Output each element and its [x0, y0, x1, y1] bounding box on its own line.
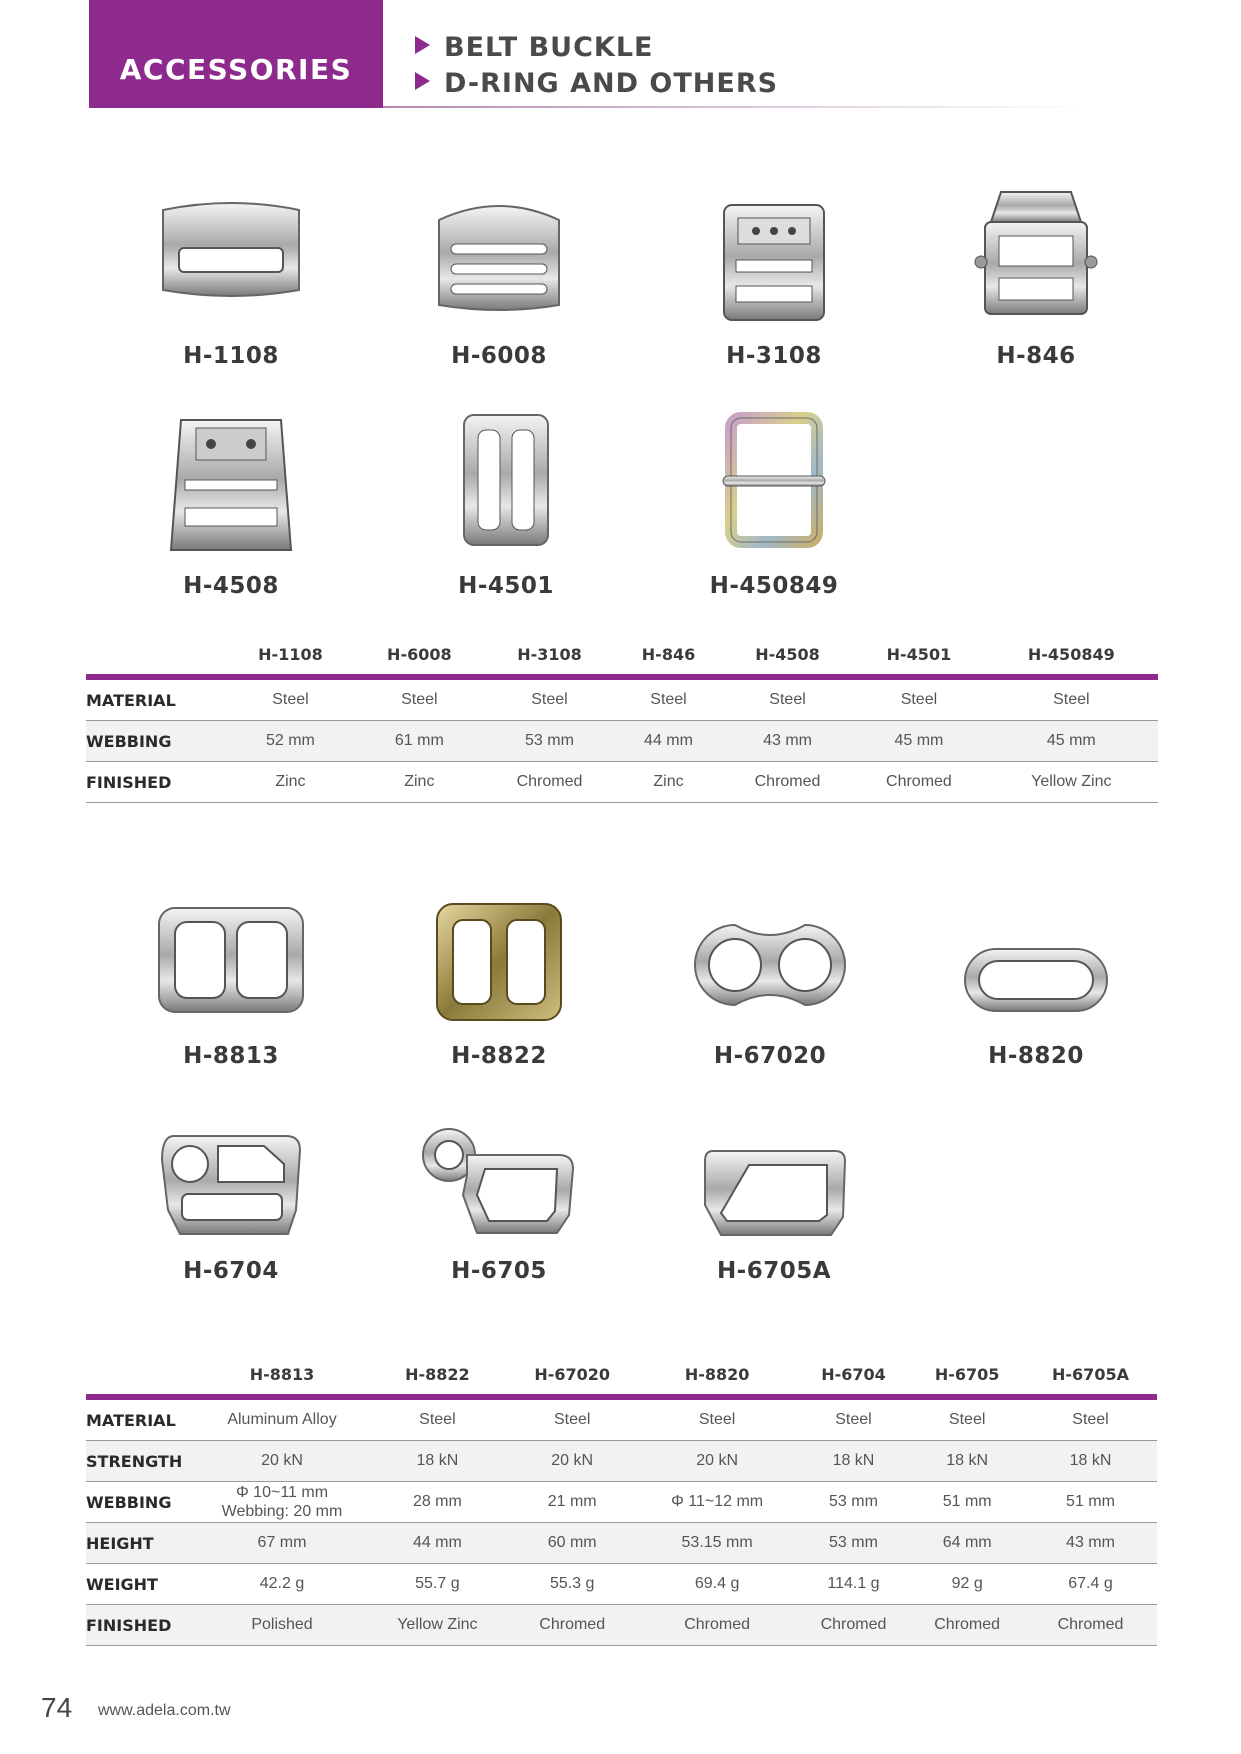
ring-image [156, 1130, 306, 1240]
table-cell: Chromed [507, 1605, 638, 1646]
product-code: H-8820 [988, 1043, 1084, 1069]
product-code: H-6705 [451, 1258, 547, 1284]
row-label: STRENGTH [86, 1441, 196, 1482]
triangle-bullet-icon [415, 36, 430, 54]
product-code: H-846 [996, 343, 1076, 369]
row-label: WEBBING [86, 721, 226, 762]
table-cell: Steel [797, 1397, 911, 1441]
product-h-6008[interactable] [369, 190, 629, 375]
table-cell: 64 mm [910, 1523, 1024, 1564]
table-cell: Zinc [615, 762, 722, 803]
table-cell: 18 kN [797, 1441, 911, 1482]
table-row [86, 1482, 1157, 1523]
table-cell: Steel [355, 677, 484, 721]
table-row [86, 677, 1158, 721]
product-code: H-8813 [183, 1043, 279, 1069]
table-row [86, 721, 1158, 762]
table-cell: Steel [722, 677, 853, 721]
table-cell: 92 g [910, 1564, 1024, 1605]
table-cell: 42.2 g [196, 1564, 368, 1605]
table-cell: 69.4 g [638, 1564, 797, 1605]
product-code: H-8822 [451, 1043, 547, 1069]
spec-table-1 [86, 634, 1158, 803]
category-label: D-RING AND OTHERS [444, 68, 779, 99]
table-cell: Steel [507, 1397, 638, 1441]
table-cell: Steel [615, 677, 722, 721]
table-cell: 55.3 g [507, 1564, 638, 1605]
table-cell: Φ 10~11 mm Webbing: 20 mm [196, 1482, 368, 1523]
product-code: H-6008 [451, 343, 547, 369]
table-cell: 45 mm [985, 721, 1158, 762]
product-h-4501[interactable] [376, 410, 636, 605]
table-cell: 55.7 g [368, 1564, 507, 1605]
table-cell: Polished [196, 1605, 368, 1646]
table-cell: 61 mm [355, 721, 484, 762]
table-cell: Steel [638, 1397, 797, 1441]
table-cell: 53 mm [484, 721, 615, 762]
table-header-row [86, 1354, 1157, 1397]
table-row [86, 1523, 1157, 1564]
table-cell: 53 mm [797, 1482, 911, 1523]
row-label: WEIGHT [86, 1564, 196, 1605]
table-cell: 18 kN [910, 1441, 1024, 1482]
section-title: ACCESSORIES [119, 53, 353, 86]
table-cell: 43 mm [722, 721, 853, 762]
table-cell: 67 mm [196, 1523, 368, 1564]
table-row [86, 1564, 1157, 1605]
table-cell: 51 mm [1024, 1482, 1157, 1523]
table-header-row [86, 634, 1158, 677]
product-h-450849[interactable] [644, 410, 904, 605]
product-h-1108[interactable] [101, 190, 361, 375]
product-code: H-67020 [713, 1043, 827, 1069]
table-cell: Yellow Zinc [985, 762, 1158, 803]
buckle-image [456, 410, 556, 550]
table-cell: 21 mm [507, 1482, 638, 1523]
buckle-image [429, 190, 569, 320]
table-cell: Steel [1024, 1397, 1157, 1441]
table-cell: 45 mm [853, 721, 984, 762]
product-code: H-6704 [183, 1258, 279, 1284]
column-header: H-1108 [226, 634, 355, 677]
buckle-image [161, 410, 301, 560]
table-cell: 43 mm [1024, 1523, 1157, 1564]
row-label: WEBBING [86, 1482, 196, 1523]
category-d-ring [415, 68, 778, 99]
table-cell: Yellow Zinc [368, 1605, 507, 1646]
table-cell: 44 mm [368, 1523, 507, 1564]
table-cell: 44 mm [615, 721, 722, 762]
column-header: H-67020 [507, 1354, 638, 1397]
product-h-8820[interactable] [906, 945, 1166, 1080]
buckle-image [151, 190, 311, 320]
table-cell: 53.15 mm [638, 1523, 797, 1564]
column-header: H-4501 [853, 634, 984, 677]
column-header: H-4508 [722, 634, 853, 677]
spec-table-2 [86, 1354, 1157, 1646]
product-h-8813[interactable] [101, 900, 361, 1080]
row-label: MATERIAL [86, 677, 226, 721]
column-header: H-8820 [638, 1354, 797, 1397]
product-h-6705A[interactable] [644, 1145, 904, 1295]
ring-image [699, 1145, 849, 1240]
table-cell: Chromed [853, 762, 984, 803]
table-cell: Steel [910, 1397, 1024, 1441]
table-cell: Chromed [638, 1605, 797, 1646]
table-cell: Chromed [484, 762, 615, 803]
table-row [86, 1441, 1157, 1482]
table-cell: Steel [368, 1397, 507, 1441]
column-header: H-450849 [985, 634, 1158, 677]
table-cell: 114.1 g [797, 1564, 911, 1605]
table-cell: Chromed [910, 1605, 1024, 1646]
column-header: H-846 [615, 634, 722, 677]
buckle-image [714, 190, 834, 325]
header-rule [383, 106, 1083, 108]
table-cell: 28 mm [368, 1482, 507, 1523]
triangle-bullet-icon [415, 72, 430, 90]
column-header: H-8813 [196, 1354, 368, 1397]
ring-image [151, 900, 311, 1020]
ring-image [961, 945, 1111, 1015]
product-code: H-3108 [726, 343, 822, 369]
table-cell: Steel [484, 677, 615, 721]
table-cell: 51 mm [910, 1482, 1024, 1523]
table-cell: Steel [985, 677, 1158, 721]
product-h-3108[interactable] [644, 190, 904, 375]
page-number: 74 [41, 1692, 73, 1723]
product-code: H-4508 [183, 573, 279, 599]
product-h-4508[interactable] [101, 410, 361, 605]
row-label: HEIGHT [86, 1523, 196, 1564]
row-label: MATERIAL [86, 1397, 196, 1441]
column-header: H-6705 [910, 1354, 1024, 1397]
table-cell: 60 mm [507, 1523, 638, 1564]
product-code: H-1108 [183, 343, 279, 369]
website-link[interactable]: www.adela.com.tw [98, 1702, 231, 1719]
table-cell: Zinc [226, 762, 355, 803]
product-h-67020[interactable] [640, 920, 900, 1080]
table-cell: Chromed [797, 1605, 911, 1646]
row-label: FINISHED [86, 1605, 196, 1646]
product-h-846[interactable] [906, 182, 1166, 375]
category-belt-buckle [415, 32, 653, 63]
ring-image [419, 1125, 579, 1240]
table-cell: Steel [226, 677, 355, 721]
product-code: H-4501 [458, 573, 554, 599]
ring-image [690, 920, 850, 1010]
table-cell: Chromed [1024, 1605, 1157, 1646]
table-cell: 53 mm [797, 1523, 911, 1564]
table-cell: Zinc [355, 762, 484, 803]
table-cell: 67.4 g [1024, 1564, 1157, 1605]
ring-image [429, 900, 569, 1025]
table-row [86, 1397, 1157, 1441]
row-label: FINISHED [86, 762, 226, 803]
product-h-8822[interactable] [369, 900, 629, 1080]
column-header: H-6704 [797, 1354, 911, 1397]
table-cell: 20 kN [196, 1441, 368, 1482]
product-h-6705[interactable] [369, 1125, 629, 1295]
table-cell: Φ 11~12 mm [638, 1482, 797, 1523]
table-cell: 20 kN [638, 1441, 797, 1482]
table-row [86, 762, 1158, 803]
product-h-6704[interactable] [101, 1130, 361, 1295]
table-cell: Steel [853, 677, 984, 721]
section-tab [89, 0, 383, 108]
table-cell: 20 kN [507, 1441, 638, 1482]
table-cell: 52 mm [226, 721, 355, 762]
table-row [86, 1605, 1157, 1646]
column-header: H-3108 [484, 634, 615, 677]
product-code: H-6705A [716, 1258, 832, 1284]
table-cell: Aluminum Alloy [196, 1397, 368, 1441]
buckle-image [971, 182, 1101, 322]
column-header: H-6008 [355, 634, 484, 677]
column-header: H-6705A [1024, 1354, 1157, 1397]
table-cell: 18 kN [1024, 1441, 1157, 1482]
product-code: H-450849 [709, 573, 839, 599]
column-header: H-8822 [368, 1354, 507, 1397]
category-label: BELT BUCKLE [444, 32, 654, 63]
table-cell: 18 kN [368, 1441, 507, 1482]
table-cell: Chromed [722, 762, 853, 803]
buckle-image [719, 410, 829, 550]
